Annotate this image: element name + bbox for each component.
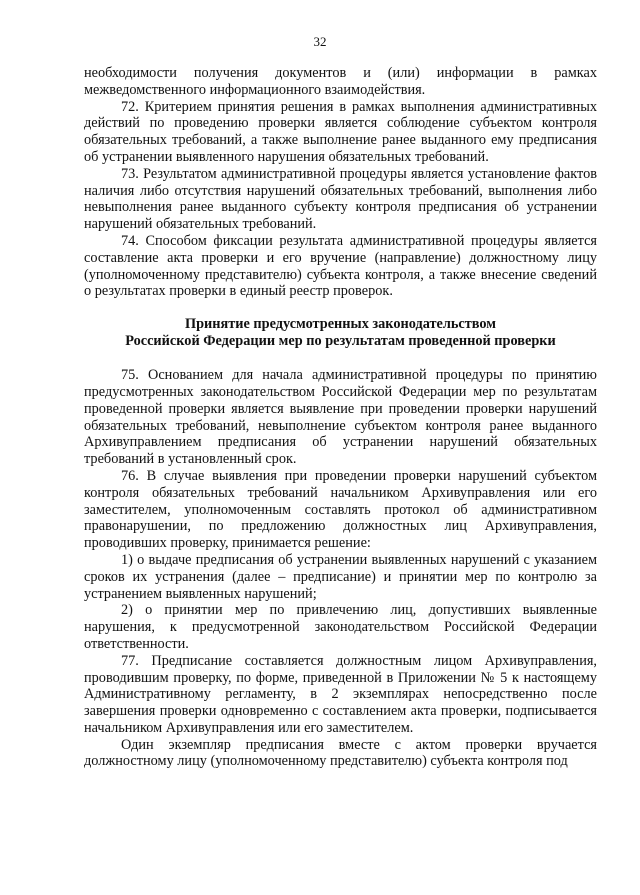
paragraph-74: 74. Способом фиксации результата административной процедуры является составление акта проверки и его вручение (направление) должностному лицу (уполномоченному представителю) субъекта контроля, а также внесение сведений о результатах проверки в единый реестр проверок.: [84, 232, 597, 300]
paragraph-73: 73. Результатом административной процедуры является установление фактов наличия либо отсутствия нарушений обязательных требований, выполнения либо невыполнения ранее выданного субъекту контроля предписания об устранении нарушений обязательных требований.: [84, 165, 597, 233]
paragraph-76-item-1: 1) о выдаче предписания об устранении выявленных нарушений с указанием сроков их устранения (далее – предписание) и принятии мер по контролю за устранением выявленных нарушений;: [84, 551, 597, 602]
paragraph-continuation: необходимости получения документов и (или) информации в рамках межведомственного информационного взаимодействия.: [84, 65, 597, 98]
document-body: [84, 65, 597, 770]
paragraph-77: 77. Предписание составляется должностным лицом Архивуправления, проводившим проверку, по форме, приведенной в Приложении № 5 к настоящему Административному регламенту, в 2 экземплярах непосредственно после завершения проверки одновременно с составлением акта проверки, подписывается начальником Архивуправления или его заместителем.: [84, 652, 597, 736]
paragraph-76-item-2: 2) о принятии мер по привлечению лиц, допустивших выявленные нарушения, к предусмотренной законодательством Российской Федерации ответственности.: [84, 602, 597, 652]
page-number: 32: [313, 34, 327, 49]
section-heading-line-1: Принятие предусмотренных законодательством: [184, 316, 497, 333]
paragraph-75: 75. Основанием для начала административной процедуры по принятию предусмотренных законодательством Российской Федерации мер по результатам проведенной проверки является выявление при проведении проверки нарушений обязательных требований, невыполнение субъектом контроля ранее выданного Архивуправлением предписания об устранении нарушений обязательных требований в установленный срок.: [84, 367, 597, 468]
section-heading: [84, 316, 597, 350]
section-heading-line-2: Российской Федерации мер по результатам проведенной проверки: [125, 333, 556, 350]
paragraph-72: 72. Критерием принятия решения в рамках выполнения административных действий по проведению проверки является соблюдение субъектом контроля обязательных требований, а также выполнение ранее выданного ему предписания об устранении выявленного нарушения обязательных требований.: [84, 98, 597, 165]
paragraph-77-continued: Один экземпляр предписания вместе с актом проверки вручается должностному лицу (уполномоченному представителю) субъекта контроля под: [84, 736, 597, 770]
paragraph-76: 76. В случае выявления при проведении проверки нарушений субъектом контроля обязательных требований начальником Архивуправления или его заместителем, уполномоченным составлять протокол об административном правонарушении, по предложению должностных лиц Архивуправления, проводивших проверку, принимается решение:: [84, 467, 597, 552]
